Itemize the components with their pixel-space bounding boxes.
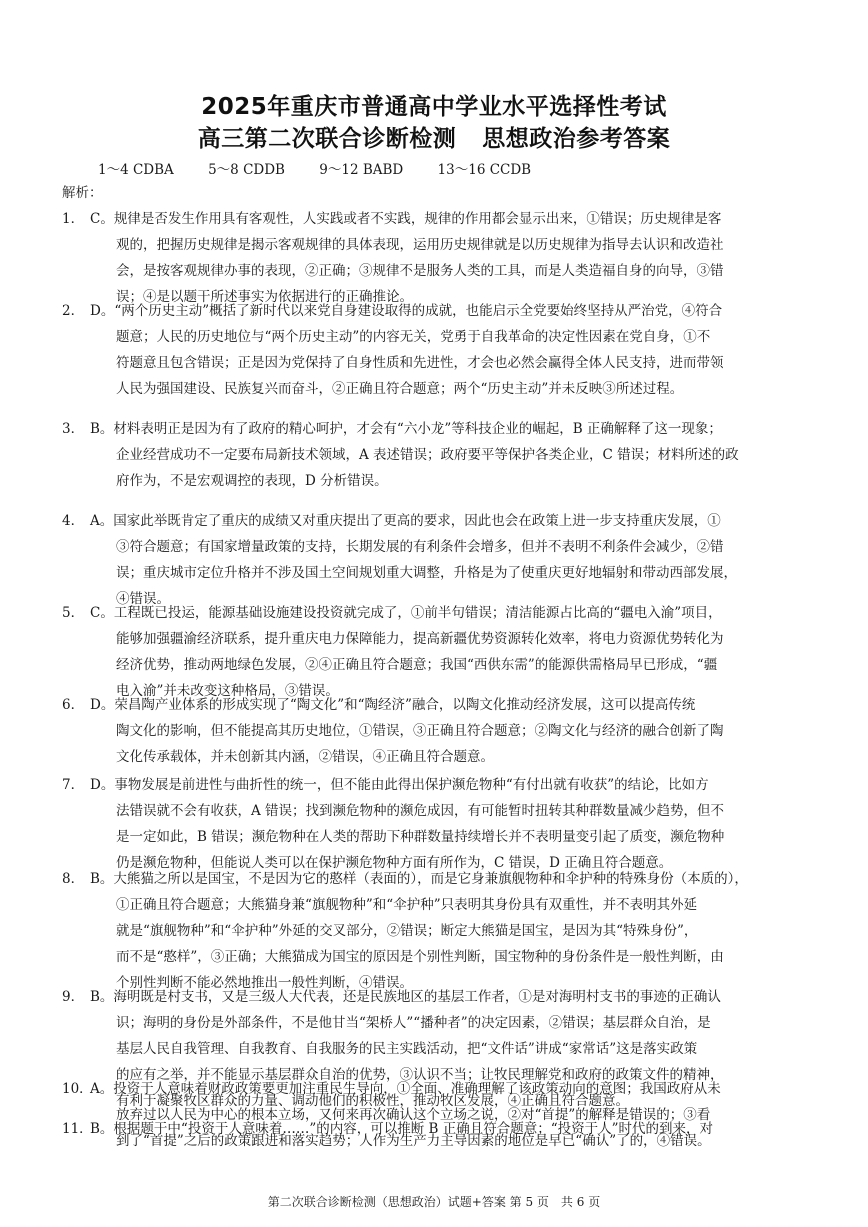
analysis-line: 文化传承载体，并未创新其内涵，②错误，④正确且符合题意。 [116,749,494,765]
question-number: 5． [62,605,85,621]
analysis-line: 放弃过以人民为中心的根本立场，又何来再次确认这个立场之说，②对“首提”的解释是错误的；③看 [116,1107,711,1123]
question-number: 6． [62,697,85,713]
analysis-label: 解析： [62,185,103,201]
analysis-line: 仍是濒危物种，但能说人类可以在保护濒危物种方面有所作为，C 错误，D 正确且符合题意。 [116,855,673,871]
subtitle-part-2: 思想政治参考答案 [482,126,671,152]
analysis-line: 基层人民自我管理、自我教育、自我服务的民主实践活动，把“文件话”讲成“家常话”这是落实政策 [116,1041,698,1057]
analysis-line: 会，是按客观规律办事的表现，②正确；③规律不是服务人类的工具，而是人类造福自身的向导，③错 [116,263,724,279]
analysis-line: 府作为，不是宏观调控的表现，D 分析错误。 [116,473,388,489]
answer-group: 5～8 CDDB [208,162,285,178]
answer-group: 9～12 BABD [319,162,404,178]
question-analysis [62,772,806,876]
analysis-line: 经济优势，推动两地绿色发展，②④正确且符合题意；我国“西供东需”的能源供需格局早已形成，“疆 [116,657,718,673]
analysis-line: 法错误就不会有收获，A 错误；找到濒危物种的濒危成因，有可能暂时扭转其种群数量减少趋势，但不 [116,803,725,819]
analysis-line: 是一定如此，B 错误；濒危物种在人类的帮助下种群数量持续增长并不表明量变引起了质变，濒危物种 [116,829,725,845]
analysis-line: ③符合题意；有国家增量政策的支持，长期发展的有利条件会增多，但并不表明不利条件会减少，②错 [116,539,724,555]
analysis-line: 到了“首提”之后的政策跟进和落实趋势；人作为生产力主导因素的地位是早已“确认”了的，④错误。 [116,1133,711,1149]
analysis-line: D。荣昌陶产业体系的形成实现了“陶文化”和“陶经济”融合，以陶文化推动经济发展，这可以提高传统 [90,697,696,713]
analysis-line: 的应有之举，并不能显示基层群众自治的优势，③认识不当；让牧民理解党和政府的政策文件的精神， [116,1067,724,1083]
analysis-line: A。投资于人意味着财政政策要更加注重民生导向，①全面、准确理解了该政策动向的意图；我国政府从未 [90,1081,721,1097]
analysis-line: 识；海明的身份是外部条件，不是他甘当“架桥人”“播种者”的决定因素，②错误；基层群众自治，是 [116,1015,711,1031]
analysis-line: 有利于凝聚牧区群众的力量、调动他们的积极性，推动牧区发展，④正确且符合题意。 [116,1093,629,1109]
analysis-line: D。“两个历史主动”概括了新时代以来党自身建设取得的成就，也能启示全党要始终坚持从严治党，④符合 [90,303,723,319]
question-analysis [62,866,806,996]
analysis-line: B。根据题干中“投资于人意味着……”的内容，可以推断 B 正确且符合题意；“投资于人”时代的到来，对 [90,1121,714,1137]
question-analysis [62,600,806,704]
analysis-line: 就是“旗舰物种”和“伞护种”外延的交叉部分，②错误；断定大熊猫是国宝，是因为其“特殊身份”， [116,923,698,939]
analysis-line: 题意；人民的历史地位与“两个历史主动”的内容无关，党勇于自我革命的决定性因素在党自身，①不 [116,329,711,345]
question-number: 9． [62,989,85,1005]
question-number: 10． [62,1081,93,1097]
question-number: 7． [62,777,85,793]
analysis-line: 误；重庆城市定位升格并不涉及国土空间规划重大调整，升格是为了使重庆更好地辐射和带动西部发展， [116,565,737,581]
analysis-line: 个别性判断不能必然地推出一般性判断，④错误。 [116,975,413,991]
question-analysis [62,416,806,494]
question-number: 3． [62,421,85,437]
analysis-line: B。大熊猫之所以是国宝，不是因为它的憨样（表面的），而是它身兼旗舰物种和伞护种的特殊身份（本质的）， [90,871,748,887]
analysis-line: D。事物发展是前进性与曲折性的统一，但不能由此得出保护濒危物种“有付出就有收获”的结论，比如方 [90,777,709,793]
exam-title: 2025年重庆市普通高中学业水平选择性考试 [201,94,667,120]
question-analysis [62,1116,806,1142]
question-analysis [62,1076,806,1154]
question-number: 8． [62,871,85,887]
analysis-line: C。规律是否发生作用具有客观性，人实践或者不实践，规律的作用都会显示出来，①错误；历史规律是客 [90,211,722,227]
question-number: 1． [62,211,85,227]
analysis-line: 符题意且包含错误；正是因为党保持了自身性质和先进性，才会也必然会赢得全体人民支持，进而带领 [116,355,724,371]
analysis-line: C。工程既已投运，能源基础设施建设投资就完成了，①前半句错误；清洁能源占比高的“疆电入渝”项目， [90,605,722,621]
analysis-line: 陶文化的影响，但不能提高其历史地位，①错误，③正确且符合题意；②陶文化与经济的融合创新了陶 [116,723,724,739]
analysis-line: 能够加强疆渝经济联系，提升重庆电力保障能力，提高新疆优势资源转化效率，将电力资源优势转化为 [116,631,724,647]
analysis-line: 观的，把握历史规律是揭示客观规律的具体表现，运用历史规律就是以历史规律为指导去认识和改造社 [116,237,724,253]
analysis-line: B。材料表明正是因为有了政府的精心呵护，才会有“六小龙”等科技企业的崛起，B 正确解释了这一现象； [90,421,722,437]
question-number: 11． [62,1121,93,1137]
question-number: 2． [62,303,85,319]
analysis-line: 企业经营成功不一定要布局新技术领域，A 表述错误；政府要平等保护各类企业，C 错误；材料所述的政 [116,447,739,463]
analysis-line: 电入渝”并未改变这种格局，③错误。 [116,683,339,699]
analysis-line: 人民为强国建设、民族复兴而奋斗，②正确且符合题意；两个“历史主动”并未反映③所述过程。 [116,381,684,397]
question-analysis [62,206,806,310]
page-footer: 第二次联合诊断检测（思想政治）试题+答案 第 5 页 共 6 页 [267,1195,601,1209]
exam-subtitle [0,120,868,153]
question-analysis [62,692,806,770]
subtitle-part-1: 高三第二次联合诊断检测 [197,126,457,152]
analysis-line: A。国家此举既肯定了重庆的成绩又对重庆提出了更高的要求，因此也会在政策上进一步支持重庆发展，① [90,513,721,529]
analysis-line: B。海明既是村支书，又是三级人大代表，还是民族地区的基层工作者，①是对海明村支书的事迹的正确认 [90,989,721,1005]
analysis-line: ①正确且符合题意；大熊猫身兼“旗舰物种”和“伞护种”只表明其身份具有双重性，并不表明其外延 [116,897,698,913]
question-number: 4． [62,513,85,529]
answer-key [98,158,561,178]
question-analysis [62,298,806,402]
analysis-line: 误；④是以题干所述事实为依据进行的正确推论。 [116,289,413,305]
analysis-line: ④错误。 [116,591,170,607]
answer-group: 1～4 CDBA [98,162,174,178]
question-analysis [62,508,806,612]
analysis-line: 而不是“憨样”，③正确；大熊猫成为国宝的原因是个别性判断，国宝物种的身份条件是一般性判断，由 [116,949,724,965]
answer-group: 13～16 CCDB [437,162,532,178]
